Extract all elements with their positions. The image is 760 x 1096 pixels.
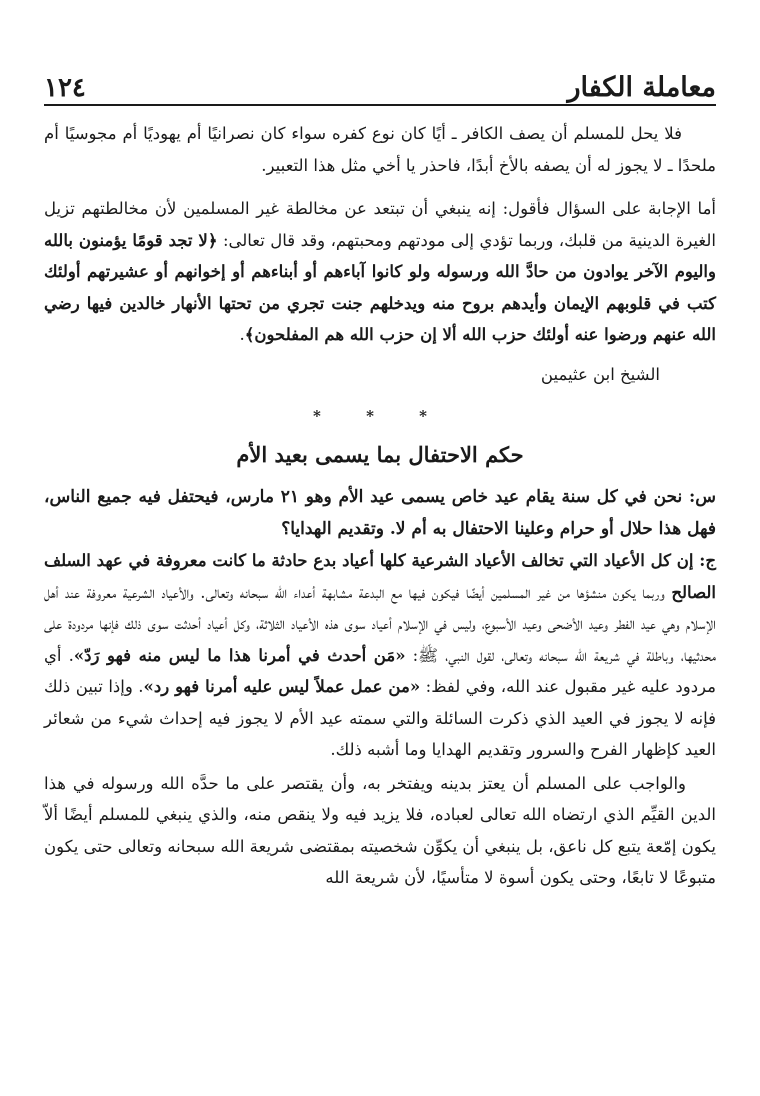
- question: س: نحن في كل سنة يقام عيد خاص يسمى عيد الأم وهو ٢١ مارس، فيحتفل فيه جميع الناس، فهل هذا حلال أو حرام وعلينا الاحتفال به أم لا. وتقديم الهدايا؟: [44, 487, 716, 539]
- answer-part-2: . أي مردود عليه غير مقبول عند الله، وفي لفظ:: [44, 645, 717, 696]
- paragraph-2-end: .: [239, 325, 245, 344]
- paragraph-1: فلا يحل للمسلم أن يصف الكافر ـ أيًا كان نوع كفره سواء كان نصرانيًا أم يهوديًا أم مجوسيًا أم ملحدًا ـ لا يجوز له أن يصفه بالأخ أبدًا، فاحذر يا أخي مثل هذا التعبير.: [44, 124, 716, 175]
- running-title: معاملة الكفار: [567, 72, 716, 103]
- answer-part-1: وربما يكون منشؤها من غير المسلمين أيضًا فيكون فيها مع البدعة مشابهة أعداء الله سبحانه وتعالى. والأعياد الشرعية معروفة عند أهل الإسلام وهي عيد الفطر وعيد الأضحى وعيد الأسبوع، وليس في الإسلام أعياد سوى هذه الأعياد الثلاثة، وكل أعياد أحدثت سوى ذلك فإنها مردودة على محدثيها، وباطلة في شريعة الله سبحانه وتعالى، لقول النبي، ﷺ:: [44, 582, 716, 665]
- page-header: [44, 66, 716, 106]
- page-number: ١٢٤: [44, 73, 86, 103]
- paragraph-2-text: أما الإجابة على السؤال فأقول: إنه ينبغي أن تبتعد عن مخالطة غير المسلمين لأن مخالطتهم تزيل الغيرة الدينية من قلبك، وربما تؤدي إلى مودتهم ومحبتهم، وقد قال تعالى:: [44, 199, 716, 250]
- section-title: حكم الاحتفال بما يسمى بعيد الأم: [236, 442, 524, 467]
- hadith-2: «من عمل عملاً ليس عليه أمرنا فهو رد»: [143, 677, 421, 696]
- answer-lead: ج: إن كل الأعياد التي تخالف الأعياد الشرعية كلها أعياد بدع حادثة ما كانت معروفة في عهد السلف الصالح: [44, 551, 716, 602]
- book-page: [44, 66, 716, 894]
- paragraph-2: [44, 193, 716, 351]
- paragraph-last: والواجب على المسلم أن يعتز بدينه ويفتخر به، وأن يقتصر على ما حدَّه الله ورسوله في هذا الدين القيِّم الذي ارتضاه الله تعالى لعباده، فلا يزيد فيه ولا ينقص منه، والذي ينبغي للمسلم أيضًا ألاّ يكون إمّعة يتبع كل ناعق، بل ينبغي أن يكوِّن شخصيته بمقتضى شريعة الله سبحانه وتعالى حتى يكون متبوعًا لا تابعًا، وحتى يكون أسوة لا متأسيًا، لأن شريعة الله: [43, 773, 716, 887]
- answer: [44, 545, 716, 766]
- section-separator: * * *: [313, 407, 447, 425]
- author-attribution: الشيخ ابن عثيمين: [540, 364, 660, 384]
- answer-part-3: . وإذا تبين ذلك فإنه لا يجوز في العيد الذي ذكرت السائلة والتي سمته عيد الأم لا يجوز فيه إحداث شيء من شعائر العيد كإظهار الفرح والسرور وتقديم الهدايا وما أشبه ذلك.: [44, 677, 716, 759]
- quran-verse: ﴿لا تجد قومًا يؤمنون بالله واليوم الآخر يوادون من حادَّ الله ورسوله ولو كانوا آباءهم أو أبناءهم أو إخوانهم أو عشيرتهم أولئك كتب في قلوبهم الإيمان وأيدهم بروح منه ويدخلهم جنت تجري من تحتها الأنهار خالدين فيها رضي الله عنهم ورضوا عنه أولئك حزب الله ألا إن حزب الله هم المفلحون﴾: [44, 230, 716, 344]
- hadith-1: «مَن أحدث في أمرنا هذا ما ليس منه فهو رَدّ»: [73, 645, 406, 665]
